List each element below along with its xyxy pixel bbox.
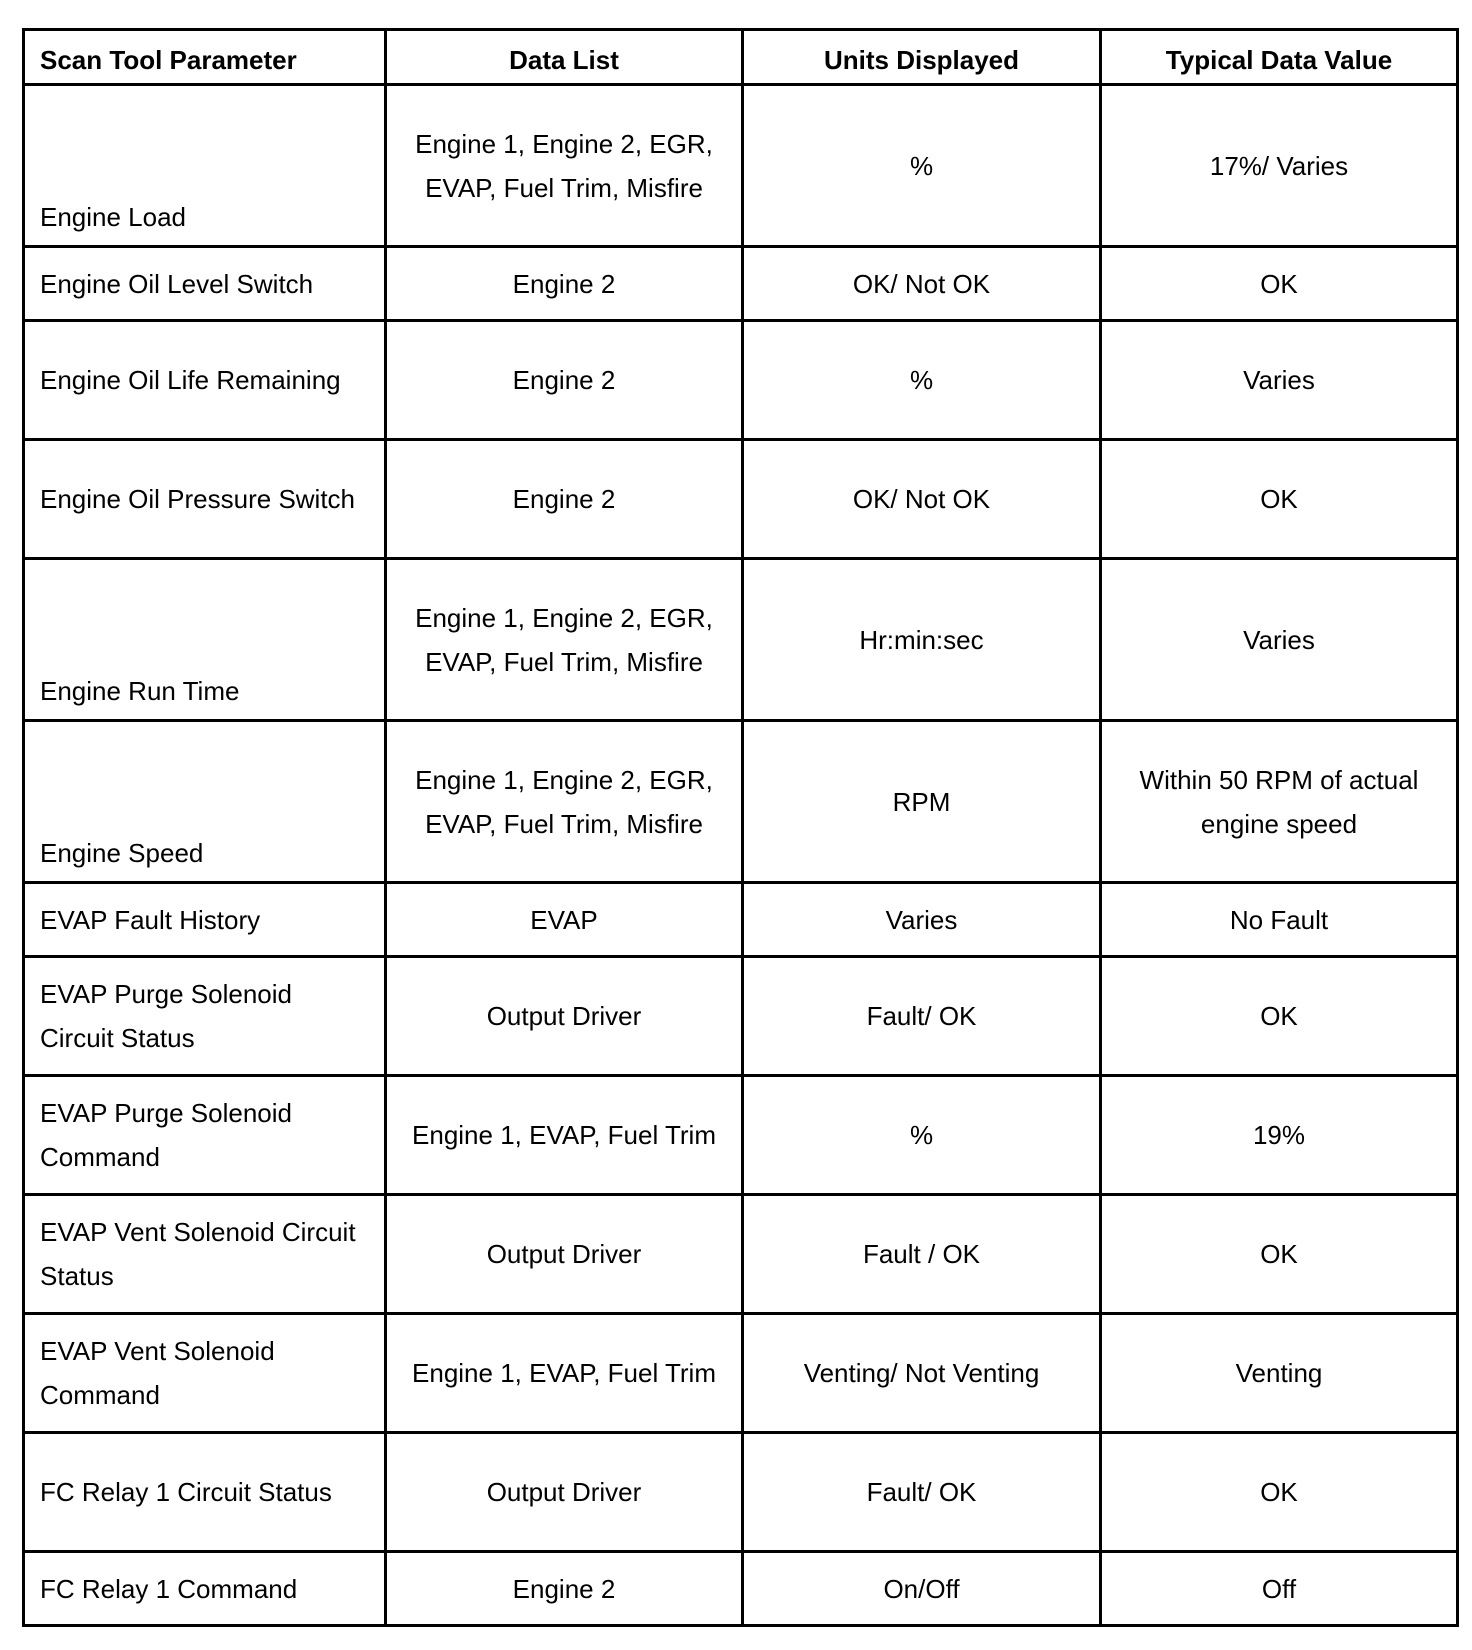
cell-data-list: Engine 2	[386, 247, 743, 321]
cell-data-list: Output Driver	[386, 957, 743, 1076]
header-data-list: Data List	[386, 30, 743, 85]
table-header-row	[24, 30, 1458, 85]
cell-parameter: EVAP Purge Solenoid Circuit Status	[24, 957, 386, 1076]
cell-typical-value: OK	[1101, 247, 1458, 321]
cell-data-list: Engine 2	[386, 1552, 743, 1626]
cell-typical-value: OK	[1101, 440, 1458, 559]
cell-typical-value: Varies	[1101, 321, 1458, 440]
cell-parameter: Engine Load	[24, 85, 386, 247]
header-scan-tool-parameter: Scan Tool Parameter	[24, 30, 386, 85]
cell-units: Fault/ OK	[743, 1433, 1101, 1552]
table-row	[24, 957, 1458, 1076]
cell-typical-value: OK	[1101, 1195, 1458, 1314]
cell-parameter: Engine Oil Pressure Switch	[24, 440, 386, 559]
cell-typical-value: Off	[1101, 1552, 1458, 1626]
cell-units: On/Off	[743, 1552, 1101, 1626]
scan-tool-data-table	[22, 28, 1459, 1627]
cell-units: %	[743, 1076, 1101, 1195]
cell-parameter: EVAP Vent Solenoid Command	[24, 1314, 386, 1433]
cell-data-list: Engine 1, EVAP, Fuel Trim	[386, 1314, 743, 1433]
cell-units: Fault / OK	[743, 1195, 1101, 1314]
cell-parameter: Engine Speed	[24, 721, 386, 883]
cell-parameter: Engine Run Time	[24, 559, 386, 721]
cell-typical-value: 19%	[1101, 1076, 1458, 1195]
cell-typical-value: No Fault	[1101, 883, 1458, 957]
cell-typical-value: OK	[1101, 1433, 1458, 1552]
cell-data-list: EVAP	[386, 883, 743, 957]
cell-units: Hr:min:sec	[743, 559, 1101, 721]
header-units-displayed: Units Displayed	[743, 30, 1101, 85]
table-row	[24, 440, 1458, 559]
cell-units: %	[743, 85, 1101, 247]
table-row	[24, 1195, 1458, 1314]
cell-parameter: EVAP Fault History	[24, 883, 386, 957]
table-row	[24, 883, 1458, 957]
cell-units: Varies	[743, 883, 1101, 957]
cell-data-list: Engine 2	[386, 440, 743, 559]
cell-units: %	[743, 321, 1101, 440]
table-row	[24, 1314, 1458, 1433]
header-typical-data-value: Typical Data Value	[1101, 30, 1458, 85]
document-page	[22, 28, 1456, 1627]
cell-parameter: FC Relay 1 Command	[24, 1552, 386, 1626]
cell-units: RPM	[743, 721, 1101, 883]
table-row	[24, 85, 1458, 247]
cell-data-list: Engine 1, Engine 2, EGR, EVAP, Fuel Trim, Misfire	[386, 85, 743, 247]
table-row	[24, 1433, 1458, 1552]
cell-typical-value: 17%/ Varies	[1101, 85, 1458, 247]
cell-data-list: Output Driver	[386, 1433, 743, 1552]
table-row	[24, 559, 1458, 721]
cell-typical-value: Varies	[1101, 559, 1458, 721]
cell-data-list: Engine 1, Engine 2, EGR, EVAP, Fuel Trim, Misfire	[386, 559, 743, 721]
cell-parameter: Engine Oil Level Switch	[24, 247, 386, 321]
cell-parameter: Engine Oil Life Remaining	[24, 321, 386, 440]
table-row	[24, 1076, 1458, 1195]
cell-parameter: EVAP Vent Solenoid Circuit Status	[24, 1195, 386, 1314]
table-row	[24, 321, 1458, 440]
cell-units: Venting/ Not Venting	[743, 1314, 1101, 1433]
cell-data-list: Engine 1, EVAP, Fuel Trim	[386, 1076, 743, 1195]
cell-data-list: Engine 2	[386, 321, 743, 440]
table-row	[24, 247, 1458, 321]
cell-parameter: FC Relay 1 Circuit Status	[24, 1433, 386, 1552]
cell-data-list: Engine 1, Engine 2, EGR, EVAP, Fuel Trim, Misfire	[386, 721, 743, 883]
cell-parameter: EVAP Purge Solenoid Command	[24, 1076, 386, 1195]
cell-typical-value: OK	[1101, 957, 1458, 1076]
table-row	[24, 721, 1458, 883]
cell-units: Fault/ OK	[743, 957, 1101, 1076]
cell-typical-value: Venting	[1101, 1314, 1458, 1433]
cell-units: OK/ Not OK	[743, 247, 1101, 321]
cell-data-list: Output Driver	[386, 1195, 743, 1314]
table-row	[24, 1552, 1458, 1626]
cell-units: OK/ Not OK	[743, 440, 1101, 559]
cell-typical-value: Within 50 RPM of actual engine speed	[1101, 721, 1458, 883]
